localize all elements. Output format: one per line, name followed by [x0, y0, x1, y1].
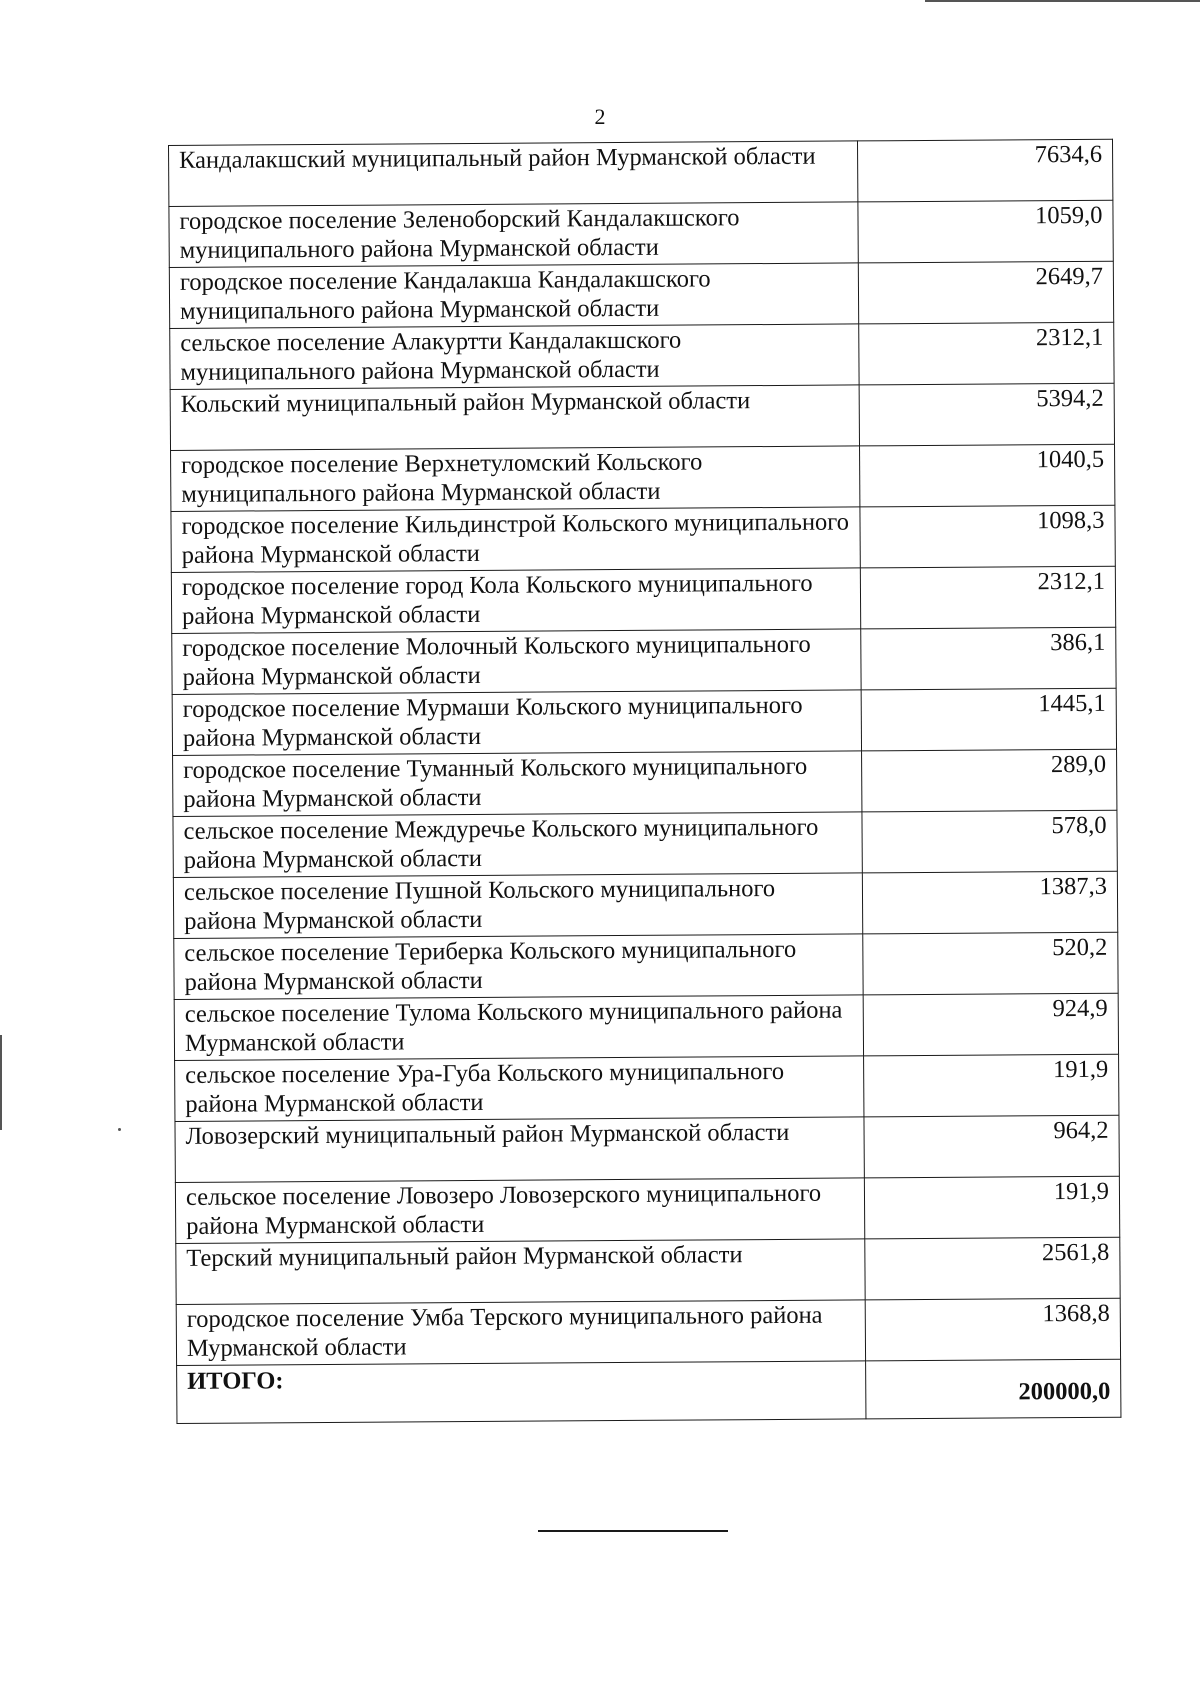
amount-cell: 5394,2 [859, 383, 1114, 446]
table-row [176, 1298, 1120, 1365]
table-row [171, 444, 1115, 511]
municipality-name-cell: городское поселение Умба Терского муниципального района Мурманской области [176, 1300, 865, 1366]
table-row [173, 871, 1117, 938]
municipality-name-cell: городское поселение Кандалакша Кандалакшского муниципального района Мурманской области [169, 263, 858, 329]
amount-cell: 1368,8 [865, 1298, 1120, 1361]
page-number: 2 [594, 104, 606, 129]
amount-cell: 578,0 [862, 810, 1117, 873]
amount-cell: 1445,1 [861, 688, 1116, 751]
total-row [177, 1359, 1121, 1423]
municipality-name-cell: городское поселение город Кола Кольского муниципального района Мурманской области [171, 568, 860, 634]
table-row [171, 505, 1115, 572]
amount-cell: 1098,3 [860, 505, 1115, 568]
municipality-name-cell: Кольский муниципальный район Мурманской области [170, 385, 859, 451]
municipality-name-cell: Ловозерский муниципальный район Мурманской области [175, 1117, 864, 1183]
municipality-name-cell: городское поселение Мурмаши Кольского муниципального района Мурманской области [172, 690, 861, 756]
municipality-name-cell: городское поселение Молочный Кольского муниципального района Мурманской области [172, 629, 861, 695]
amount-cell: 191,9 [864, 1054, 1119, 1117]
allocation-table-body [169, 139, 1121, 1423]
table-row [175, 1176, 1119, 1243]
municipality-name-cell: сельское поселение Ура-Губа Кольского муниципального района Мурманской области [175, 1056, 864, 1122]
municipality-name-cell: Терский муниципальный район Мурманской области [176, 1239, 865, 1305]
municipality-name-cell: сельское поселение Пушной Кольского муниципального района Мурманской области [173, 873, 862, 939]
amount-cell: 2649,7 [858, 261, 1113, 324]
table-row [174, 932, 1118, 999]
scan-edge-mark [0, 1035, 2, 1130]
table-row [175, 1054, 1119, 1121]
municipality-name-cell: сельское поселение Териберка Кольского муниципального района Мурманской области [174, 934, 863, 1000]
table-row [171, 566, 1115, 633]
municipality-name-cell: городское поселение Туманный Кольского муниципального района Мурманской области [173, 751, 862, 817]
table-row [170, 322, 1114, 389]
amount-cell: 191,9 [864, 1176, 1119, 1239]
municipality-name-cell: городское поселение Зеленоборский Кандалакшского муниципального района Мурманской области [169, 202, 858, 268]
municipality-name-cell: сельское поселение Тулома Кольского муниципального района Мурманской области [174, 995, 863, 1061]
municipality-name-cell: городское поселение Верхнетуломский Кольского муниципального района Мурманской области [171, 446, 860, 512]
amount-cell: 2561,8 [865, 1237, 1120, 1300]
table-row [175, 1115, 1119, 1182]
table-row [169, 200, 1113, 267]
scan-speck [118, 1128, 121, 1131]
municipality-name-cell: Кандалакшский муниципальный район Мурманской области [169, 141, 858, 207]
total-value: 200000,0 [866, 1359, 1121, 1419]
municipality-name-cell: городское поселение Кильдинстрой Кольского муниципального района Мурманской области [171, 507, 860, 573]
amount-cell: 520,2 [863, 932, 1118, 995]
amount-cell: 1387,3 [862, 871, 1117, 934]
amount-cell: 2312,1 [860, 566, 1115, 629]
amount-cell: 289,0 [862, 749, 1117, 812]
end-of-document-rule [538, 1530, 728, 1532]
table-row [172, 688, 1116, 755]
amount-cell: 2312,1 [859, 322, 1114, 385]
total-label: ИТОГО: [177, 1361, 866, 1424]
allocation-table-container [168, 139, 1121, 1424]
amount-cell: 1040,5 [860, 444, 1115, 507]
scan-edge-mark [925, 0, 1200, 2]
table-row [176, 1237, 1120, 1304]
amount-cell: 964,2 [864, 1115, 1119, 1178]
amount-cell: 7634,6 [857, 139, 1112, 202]
table-row [173, 810, 1117, 877]
municipality-name-cell: сельское поселение Междуречье Кольского муниципального района Мурманской области [173, 812, 862, 878]
amount-cell: 1059,0 [858, 200, 1113, 263]
table-row [169, 139, 1113, 206]
table-row [172, 627, 1116, 694]
table-row [173, 749, 1117, 816]
amount-cell: 924,9 [863, 993, 1118, 1056]
table-row [170, 383, 1114, 450]
amount-cell: 386,1 [861, 627, 1116, 690]
table-row [169, 261, 1113, 328]
municipality-name-cell: сельское поселение Ловозеро Ловозерского муниципального района Мурманской области [175, 1178, 864, 1244]
allocation-table [168, 139, 1121, 1424]
municipality-name-cell: сельское поселение Алакуртти Кандалакшского муниципального района Мурманской области [170, 324, 859, 390]
table-row [174, 993, 1118, 1060]
